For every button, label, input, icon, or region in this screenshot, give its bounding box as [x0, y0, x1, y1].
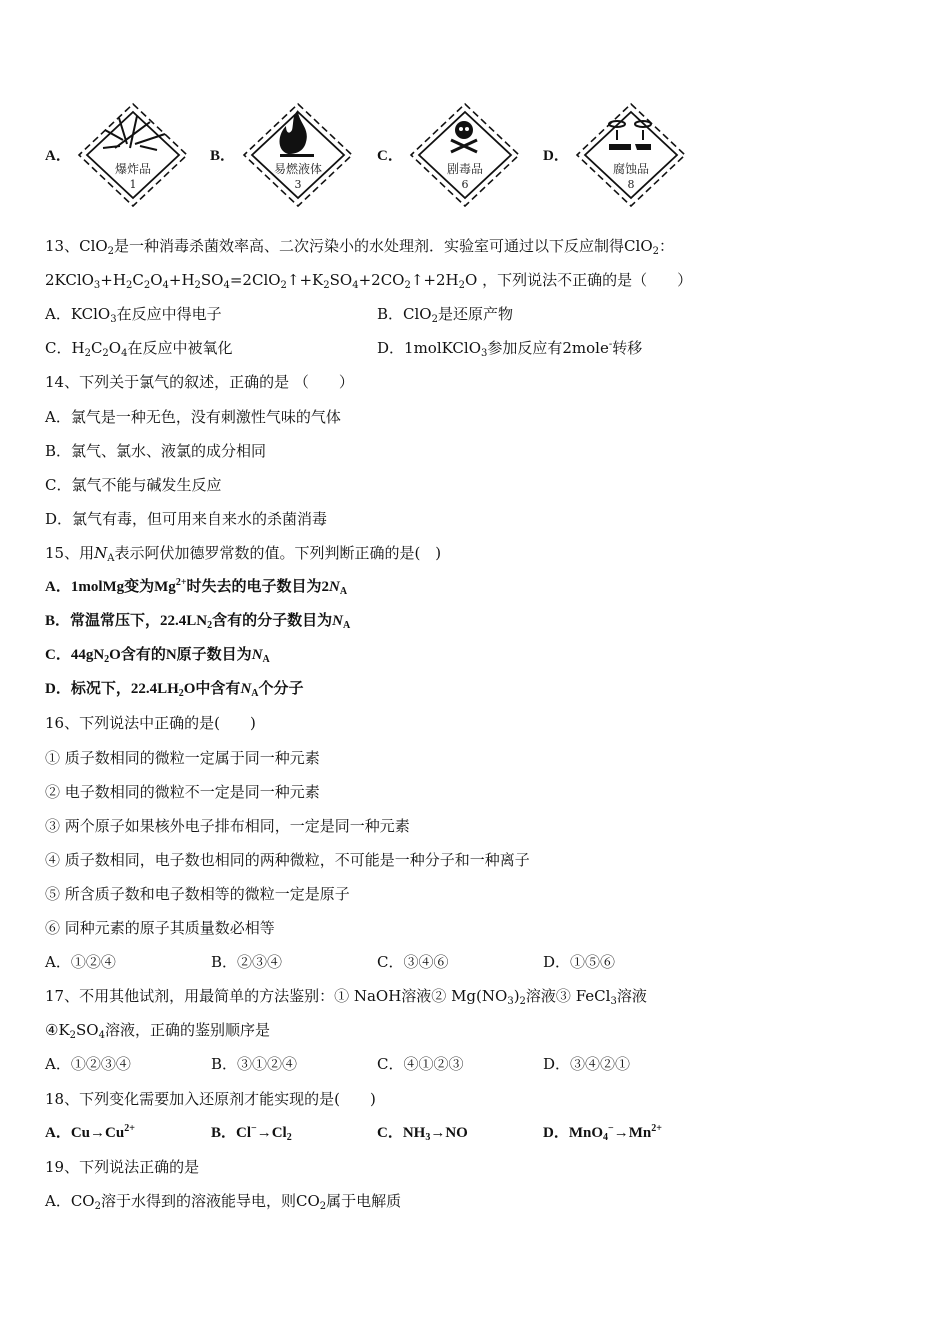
superscript: 2+ [651, 1122, 662, 1134]
text-run: 溶液 [616, 987, 647, 1006]
hazard-label: 易燃液体 [273, 162, 323, 176]
hazard-sign-option [543, 100, 708, 210]
subscript: A [262, 654, 270, 666]
text-run: B．氯气、氯水、液氯的成分相同 [45, 441, 267, 460]
hazard-class-number: 6 [461, 178, 469, 191]
text-run: A．CO [45, 1191, 95, 1210]
text-line [45, 407, 341, 427]
hazard-label: 爆炸品 [114, 162, 152, 176]
text-run: 参加反应有2mole [487, 339, 609, 358]
text-run: O含有的N原子数目为 [109, 647, 252, 664]
subscript: 3 [610, 996, 617, 1008]
text-run: SO [329, 271, 353, 290]
option-letter: B． [210, 148, 236, 164]
options-row [45, 1054, 709, 1074]
subscript: 4 [223, 280, 230, 292]
text-run: ④K [45, 1021, 70, 1040]
answer-option [377, 952, 543, 972]
subscript: 2 [286, 1131, 292, 1143]
hazard-sign-option [45, 100, 210, 210]
option-letter: A． [45, 148, 71, 164]
text-run: O中含有 [183, 681, 241, 698]
italic-symbol: N [94, 543, 108, 562]
subscript: 2 [125, 280, 133, 292]
subscript: 2 [102, 348, 109, 360]
text-run: A．①②③④ [45, 1055, 131, 1074]
subscript: 2 [319, 1200, 327, 1212]
subscript: 2 [178, 688, 184, 700]
text-run: 19、下列说法正确的是 [45, 1157, 200, 1176]
subscript: 2 [207, 620, 213, 632]
subscript: 2 [194, 280, 201, 292]
text-run: D．1molKClO [377, 339, 481, 358]
text-run: O [150, 271, 163, 290]
subscript: 2 [404, 280, 411, 292]
text-run: C．H [45, 339, 85, 358]
text-run: ① 质子数相同的微粒一定属于同一种元素 [45, 748, 320, 767]
italic-symbol: N [251, 647, 263, 664]
flame-icon [240, 100, 356, 210]
hazard-label: 腐蚀品 [612, 162, 650, 176]
subscript: A [342, 620, 351, 632]
text-run: 15、用 [45, 543, 95, 562]
text-run: ④ 质子数相同，电子数也相同的两种微粒，不可能是一种分子和一种离子 [45, 850, 530, 869]
text-run: ⑤ 所含质子数和电子数相等的微粒一定是原子 [45, 884, 350, 903]
text-run: A．Cu→Cu [45, 1124, 125, 1141]
text-run: O ，下列说法不正确的是（ ） [465, 271, 693, 290]
answer-option [45, 1054, 211, 1074]
text-run: B．ClO [377, 305, 432, 324]
text-line [45, 543, 441, 563]
text-run: O [108, 339, 122, 358]
text-run: ⑥ 同种元素的原子其质量数必相等 [45, 919, 275, 937]
text-run: 时失去的电子数目为2 [186, 579, 330, 595]
text-line [45, 509, 327, 529]
skull-icon [407, 100, 523, 210]
text-line [45, 475, 221, 495]
subscript: 3 [110, 314, 117, 326]
text-line [45, 918, 275, 938]
text-run: →Mn [613, 1124, 652, 1141]
text-run: D．①⑤⑥ [543, 953, 616, 972]
answer-option [211, 1054, 377, 1074]
text-run: 是一种消毒杀菌效率高、二次污染小的水处理剂．实验室可通过以下反应制得ClO [114, 237, 653, 255]
text-line [45, 1089, 376, 1109]
subscript: 2 [280, 280, 287, 292]
text-run: →NO [430, 1124, 468, 1141]
answer-option [543, 952, 709, 972]
subscript: 4 [121, 348, 128, 360]
hazard-class-number: 3 [294, 178, 302, 191]
subscript: 4 [98, 1030, 105, 1042]
subscript: 2 [84, 348, 91, 360]
text-run: 13、ClO [45, 237, 108, 255]
text-line [45, 270, 692, 290]
text-run: 在反应中得电子 [116, 305, 222, 324]
text-run: ② 电子数相同的微粒不一定是同一种元素 [45, 782, 320, 801]
italic-symbol: N [329, 579, 340, 595]
text-line [45, 577, 347, 597]
subscript: 3 [481, 348, 488, 360]
text-run: ↑+2H [410, 271, 459, 290]
text-run: 2KClO [45, 271, 94, 290]
subscript: 2 [107, 246, 115, 257]
text-run: B．Cl [211, 1124, 252, 1141]
text-run: 14、下列关于氯气的叙述，正确的是 （ ） [45, 373, 354, 392]
options-row [45, 952, 709, 972]
answer-option [45, 952, 211, 972]
subscript: 3 [425, 1131, 431, 1143]
text-line [45, 748, 320, 768]
subscript: A [251, 688, 259, 700]
text-run: A．①②④ [45, 953, 116, 972]
text-run: 16、下列说法中正确的是( ) [45, 714, 256, 733]
text-line [45, 679, 304, 699]
options-row [45, 1123, 709, 1143]
text-run: =2ClO [229, 271, 281, 290]
hazard-class-number: 1 [129, 178, 137, 191]
text-run: B．常温常压下，22.4LN [45, 613, 208, 630]
text-run: 在反应中被氧化 [127, 339, 233, 358]
text-run: 表示阿伏加德罗常数的值。下列判断正确的是( ) [114, 543, 442, 562]
corrosive-icon [573, 100, 689, 210]
text-run: 溶液，正确的鉴别顺序是 [104, 1021, 270, 1040]
text-run: →Cl [256, 1124, 287, 1141]
superscript: − [608, 1122, 614, 1134]
answer-option [377, 304, 709, 324]
subscript: A [339, 586, 348, 597]
answer-option [45, 338, 377, 358]
text-run: C．④①②③ [377, 1055, 464, 1074]
text-run: A．氯气是一种无色，没有刺激性气味的气体 [45, 407, 341, 426]
answer-option [377, 1054, 543, 1074]
text-run: C．44gN [45, 647, 105, 664]
subscript: 2 [323, 280, 330, 292]
text-run: ) [513, 987, 520, 1006]
explosion-icon [75, 100, 191, 210]
text-line [45, 1191, 401, 1211]
text-run: C．NH [377, 1124, 426, 1141]
answer-option [45, 304, 377, 324]
text-run: SO [76, 1021, 99, 1040]
hazard-class-number: 8 [627, 178, 635, 191]
text-line [45, 441, 266, 461]
text-line [45, 850, 530, 870]
subscript: 2 [94, 1200, 101, 1212]
answer-option [211, 1123, 377, 1143]
text-run: ③ 两个原子如果核外电子排布相同，一定是同一种元素 [45, 816, 410, 835]
text-run: D．③④②① [543, 1055, 631, 1074]
option-letter: D． [543, 148, 569, 164]
text-run: D．标况下，22.4LH [45, 681, 179, 698]
text-run: +H [168, 271, 195, 290]
text-run: B．②③④ [211, 953, 283, 972]
text-line [45, 986, 647, 1006]
subscript: 4 [352, 280, 359, 292]
text-run: ： [659, 237, 675, 255]
text-run: B．③①②④ [211, 1055, 298, 1074]
text-line [45, 611, 350, 631]
subscript: 2 [104, 654, 110, 666]
text-run: C [90, 339, 103, 358]
subscript: A [107, 552, 115, 564]
text-run: +H [100, 271, 126, 290]
text-run: 18、下列变化需要加入还原剂才能实现的是( ) [45, 1089, 376, 1108]
text-run: 溶液③ FeCl [525, 987, 611, 1006]
text-run: A．KClO [45, 305, 111, 324]
options-row [45, 338, 709, 358]
superscript: 2+ [175, 577, 187, 588]
text-run: SO [200, 271, 224, 290]
text-run: 个分子 [258, 681, 304, 698]
text-line [45, 236, 674, 256]
hazard-sign-option [377, 100, 542, 210]
text-line [45, 884, 350, 904]
hazard-sign-option [210, 100, 375, 210]
text-run: D．MnO [543, 1124, 604, 1141]
subscript: 2 [431, 314, 438, 326]
subscript: 2 [143, 280, 151, 292]
superscript: - [608, 339, 613, 351]
hazard-sign-options [0, 100, 950, 210]
text-line [45, 1157, 199, 1177]
text-line [45, 1020, 270, 1040]
answer-option [45, 1123, 211, 1143]
subscript: 2 [458, 280, 465, 292]
text-line [45, 816, 410, 836]
text-run: D．氯气有毒，但可用来自来水的杀菌消毒 [45, 509, 328, 528]
superscript: 2+ [124, 1122, 135, 1134]
option-letter: C． [377, 148, 403, 164]
text-line [45, 782, 320, 802]
subscript: 2 [519, 996, 526, 1008]
answer-option [377, 1123, 543, 1143]
text-run: C．氯气不能与碱发生反应 [45, 475, 222, 494]
superscript: − [251, 1122, 257, 1134]
subscript: 3 [507, 996, 514, 1008]
subscript: 4 [603, 1131, 609, 1143]
subscript: 3 [93, 280, 101, 292]
text-run: C [132, 271, 144, 290]
italic-symbol: N [240, 681, 252, 698]
text-run: 17、不用其他试剂，用最简单的方法鉴别：① NaOH溶液② Mg(NO [45, 987, 508, 1006]
text-run: 转移 [612, 339, 643, 358]
text-line [45, 713, 256, 733]
answer-option [543, 1054, 709, 1074]
answer-option [377, 338, 709, 358]
answer-option [211, 952, 377, 972]
text-run: +2CO [358, 271, 405, 290]
answer-option [543, 1123, 709, 1143]
hazard-label: 剧毒品 [446, 162, 484, 176]
text-run: A．1molMg变为Mg [45, 579, 176, 595]
italic-symbol: N [332, 613, 343, 630]
subscript: 4 [162, 280, 169, 292]
text-line [45, 645, 270, 665]
text-run: 溶于水得到的溶液能导电，则CO [100, 1191, 320, 1210]
text-line [45, 372, 354, 392]
text-run: 属于电解质 [326, 1191, 402, 1210]
text-run: 含有的分子数目为 [212, 613, 333, 630]
subscript: 2 [69, 1030, 77, 1042]
subscript: 2 [652, 246, 659, 257]
text-run: 是还原产物 [437, 305, 513, 324]
text-run: C．③④⑥ [377, 953, 449, 972]
options-row [45, 304, 709, 324]
text-run: ↑+K [286, 271, 324, 290]
